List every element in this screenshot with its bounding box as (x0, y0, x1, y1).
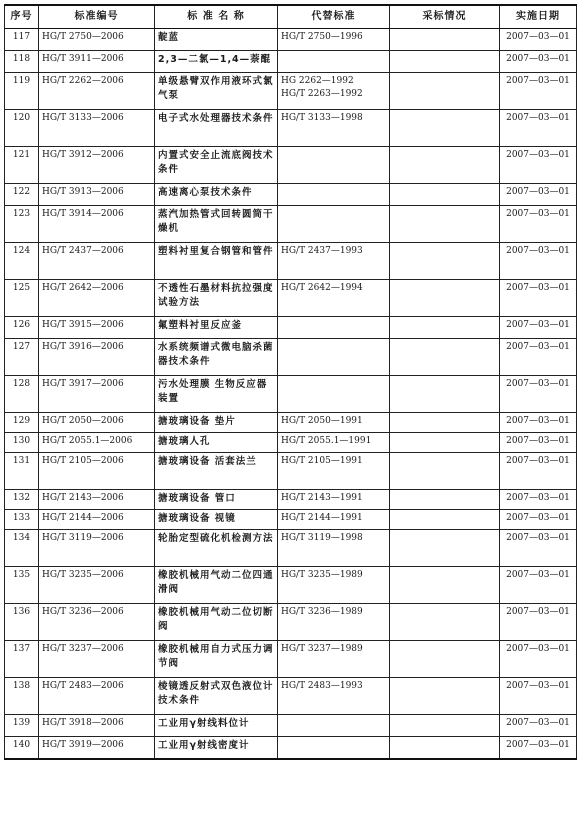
cell-seq: 133 (5, 510, 39, 530)
cell-replaces (278, 317, 390, 339)
table-row (5, 73, 577, 110)
cell-seq: 129 (5, 413, 39, 433)
cell-std-no: HG/T 2144—2006 (39, 510, 155, 530)
cell-std-name: 塑料衬里复合钢管和管件 (155, 243, 278, 280)
cell-replaces (278, 206, 390, 243)
cell-seq: 137 (5, 641, 39, 678)
cell-std-name: 搪玻璃设备 活套法兰 (155, 453, 278, 490)
cell-seq: 122 (5, 184, 39, 206)
cell-seq: 131 (5, 453, 39, 490)
cell-seq: 125 (5, 280, 39, 317)
cell-adoption (390, 243, 500, 280)
cell-std-no: HG/T 2105—2006 (39, 453, 155, 490)
cell-std-no: HG/T 2750—2006 (39, 29, 155, 51)
cell-seq: 121 (5, 147, 39, 184)
cell-replaces: HG/T 3235—1989 (278, 567, 390, 604)
cell-replaces: HG/T 2750—1996 (278, 29, 390, 51)
table-row (5, 317, 577, 339)
header-seq: 序号 (5, 5, 39, 29)
cell-adoption (390, 317, 500, 339)
table-row (5, 678, 577, 715)
cell-std-name: 搪玻璃设备 垫片 (155, 413, 278, 433)
cell-impl-date: 2007—03—01 (500, 280, 577, 317)
table-row (5, 567, 577, 604)
cell-seq: 140 (5, 737, 39, 759)
cell-replaces: HG/T 2437—1993 (278, 243, 390, 280)
cell-impl-date: 2007—03—01 (500, 339, 577, 376)
table-row (5, 51, 577, 73)
cell-std-no: HG/T 3919—2006 (39, 737, 155, 759)
table-header-row (5, 5, 577, 29)
cell-replaces (278, 715, 390, 737)
cell-adoption (390, 567, 500, 604)
cell-adoption (390, 73, 500, 110)
cell-replaces: HG/T 2050—1991 (278, 413, 390, 433)
cell-std-no: HG/T 2050—2006 (39, 413, 155, 433)
cell-impl-date: 2007—03—01 (500, 510, 577, 530)
table-row (5, 339, 577, 376)
cell-impl-date: 2007—03—01 (500, 184, 577, 206)
cell-impl-date: 2007—03—01 (500, 51, 577, 73)
cell-impl-date: 2007—03—01 (500, 490, 577, 510)
cell-adoption (390, 184, 500, 206)
cell-impl-date: 2007—03—01 (500, 206, 577, 243)
cell-std-no: HG/T 3911—2006 (39, 51, 155, 73)
cell-adoption (390, 280, 500, 317)
cell-std-name: 橡胶机械用气动二位四通滑阀 (155, 567, 278, 604)
cell-std-no: HG/T 2143—2006 (39, 490, 155, 510)
cell-std-name: 蒸汽加热管式回转圆筒干燥机 (155, 206, 278, 243)
table-row (5, 715, 577, 737)
cell-replaces (278, 737, 390, 759)
cell-seq: 128 (5, 376, 39, 413)
cell-seq: 136 (5, 604, 39, 641)
cell-replaces: HG/T 2483—1993 (278, 678, 390, 715)
cell-std-name: 氟塑料衬里反应釜 (155, 317, 278, 339)
table-row (5, 110, 577, 147)
cell-seq: 119 (5, 73, 39, 110)
cell-std-no: HG/T 2642—2006 (39, 280, 155, 317)
cell-std-name: 不透性石墨材料抗拉强度试验方法 (155, 280, 278, 317)
table-row (5, 184, 577, 206)
cell-std-no: HG/T 2262—2006 (39, 73, 155, 110)
cell-impl-date: 2007—03—01 (500, 147, 577, 184)
cell-seq: 123 (5, 206, 39, 243)
cell-replaces: HG/T 2105—1991 (278, 453, 390, 490)
cell-std-name: 工业用γ射线密度计 (155, 737, 278, 759)
cell-std-name: 水系统频谱式微电脑杀菌器技术条件 (155, 339, 278, 376)
cell-std-name: 靛蓝 (155, 29, 278, 51)
cell-adoption (390, 510, 500, 530)
cell-impl-date: 2007—03—01 (500, 567, 577, 604)
table-row (5, 280, 577, 317)
cell-adoption (390, 147, 500, 184)
table-row (5, 453, 577, 490)
table-row (5, 413, 577, 433)
cell-impl-date: 2007—03—01 (500, 243, 577, 280)
table-row (5, 29, 577, 51)
cell-std-no: HG/T 3916—2006 (39, 339, 155, 376)
cell-std-no: HG/T 3913—2006 (39, 184, 155, 206)
cell-std-no: HG/T 3236—2006 (39, 604, 155, 641)
cell-adoption (390, 110, 500, 147)
cell-seq: 130 (5, 433, 39, 453)
cell-replaces: HG/T 2143—1991 (278, 490, 390, 510)
cell-std-name: 内置式安全止流底阀技术条件 (155, 147, 278, 184)
header-std-no: 标准编号 (39, 5, 155, 29)
table-row (5, 243, 577, 280)
header-impl-date: 实施日期 (500, 5, 577, 29)
cell-seq: 138 (5, 678, 39, 715)
cell-std-name: 轮胎定型硫化机检测方法 (155, 530, 278, 567)
cell-impl-date: 2007—03—01 (500, 678, 577, 715)
cell-std-name: 搪玻璃人孔 (155, 433, 278, 453)
cell-adoption (390, 376, 500, 413)
cell-std-no: HG/T 3912—2006 (39, 147, 155, 184)
cell-std-no: HG/T 3235—2006 (39, 567, 155, 604)
cell-replaces (278, 184, 390, 206)
cell-adoption (390, 604, 500, 641)
cell-replaces (278, 376, 390, 413)
cell-adoption (390, 737, 500, 759)
cell-std-no: HG/T 3918—2006 (39, 715, 155, 737)
cell-impl-date: 2007—03—01 (500, 413, 577, 433)
cell-std-name: 棱镜透反射式双色液位计技术条件 (155, 678, 278, 715)
cell-adoption (390, 530, 500, 567)
cell-replaces: HG/T 2144—1991 (278, 510, 390, 530)
cell-adoption (390, 413, 500, 433)
table-row (5, 433, 577, 453)
cell-replaces (278, 51, 390, 73)
cell-std-no: HG/T 2055.1—2006 (39, 433, 155, 453)
table-row (5, 147, 577, 184)
cell-seq: 117 (5, 29, 39, 51)
table-row (5, 490, 577, 510)
cell-std-name: 单级悬臂双作用液环式氯气泵 (155, 73, 278, 110)
cell-seq: 132 (5, 490, 39, 510)
cell-replaces: HG/T 3133—1998 (278, 110, 390, 147)
table-row (5, 510, 577, 530)
cell-seq: 135 (5, 567, 39, 604)
cell-seq: 126 (5, 317, 39, 339)
table-row (5, 530, 577, 567)
cell-replaces (278, 147, 390, 184)
cell-adoption (390, 453, 500, 490)
cell-adoption (390, 490, 500, 510)
cell-impl-date: 2007—03—01 (500, 73, 577, 110)
cell-std-no: HG/T 2437—2006 (39, 243, 155, 280)
cell-impl-date: 2007—03—01 (500, 715, 577, 737)
cell-std-name: 污水处理膜 生物反应器装置 (155, 376, 278, 413)
cell-replaces (278, 339, 390, 376)
table-body (5, 29, 577, 759)
cell-replaces: HG/T 3237—1989 (278, 641, 390, 678)
cell-replaces: HG/T 3119—1998 (278, 530, 390, 567)
cell-adoption (390, 206, 500, 243)
cell-adoption (390, 715, 500, 737)
cell-std-no: HG/T 3914—2006 (39, 206, 155, 243)
cell-std-no: HG/T 3915—2006 (39, 317, 155, 339)
cell-std-name: 搪玻璃设备 管口 (155, 490, 278, 510)
table-row (5, 376, 577, 413)
cell-std-name: 高速离心泵技术条件 (155, 184, 278, 206)
standards-table (4, 4, 577, 760)
cell-impl-date: 2007—03—01 (500, 376, 577, 413)
cell-seq: 124 (5, 243, 39, 280)
cell-std-name: 工业用γ射线料位计 (155, 715, 278, 737)
cell-impl-date: 2007—03—01 (500, 110, 577, 147)
cell-adoption (390, 641, 500, 678)
cell-impl-date: 2007—03—01 (500, 29, 577, 51)
cell-replaces: HG/T 3236—1989 (278, 604, 390, 641)
cell-seq: 127 (5, 339, 39, 376)
cell-std-no: HG/T 3917—2006 (39, 376, 155, 413)
cell-adoption (390, 433, 500, 453)
cell-adoption (390, 678, 500, 715)
cell-std-name: 橡胶机械用气动二位切断阀 (155, 604, 278, 641)
header-adoption: 采标情况 (390, 5, 500, 29)
table-row (5, 641, 577, 678)
cell-seq: 118 (5, 51, 39, 73)
cell-std-no: HG/T 3119—2006 (39, 530, 155, 567)
cell-impl-date: 2007—03—01 (500, 604, 577, 641)
cell-std-no: HG/T 3237—2006 (39, 641, 155, 678)
cell-replaces: HG/T 2642—1994 (278, 280, 390, 317)
cell-seq: 139 (5, 715, 39, 737)
header-replaces: 代替标准 (278, 5, 390, 29)
cell-std-name: 2,3—二氯—1,4—萘醌 (155, 51, 278, 73)
cell-impl-date: 2007—03—01 (500, 317, 577, 339)
cell-impl-date: 2007—03—01 (500, 433, 577, 453)
table-row (5, 604, 577, 641)
cell-impl-date: 2007—03—01 (500, 641, 577, 678)
cell-adoption (390, 51, 500, 73)
cell-seq: 120 (5, 110, 39, 147)
cell-std-name: 搪玻璃设备 视镜 (155, 510, 278, 530)
cell-std-name: 橡胶机械用自力式压力调节阀 (155, 641, 278, 678)
cell-adoption (390, 29, 500, 51)
table-row (5, 737, 577, 759)
cell-impl-date: 2007—03—01 (500, 737, 577, 759)
table-row (5, 206, 577, 243)
header-std-name: 标 准 名 称 (155, 5, 278, 29)
cell-impl-date: 2007—03—01 (500, 530, 577, 567)
cell-std-name: 电子式水处理器技术条件 (155, 110, 278, 147)
cell-seq: 134 (5, 530, 39, 567)
cell-adoption (390, 339, 500, 376)
cell-std-no: HG/T 3133—2006 (39, 110, 155, 147)
cell-impl-date: 2007—03—01 (500, 453, 577, 490)
cell-std-no: HG/T 2483—2006 (39, 678, 155, 715)
cell-replaces: HG/T 2055.1—1991 (278, 433, 390, 453)
cell-replaces: HG 2262—1992 HG/T 2263—1992 (278, 73, 390, 110)
